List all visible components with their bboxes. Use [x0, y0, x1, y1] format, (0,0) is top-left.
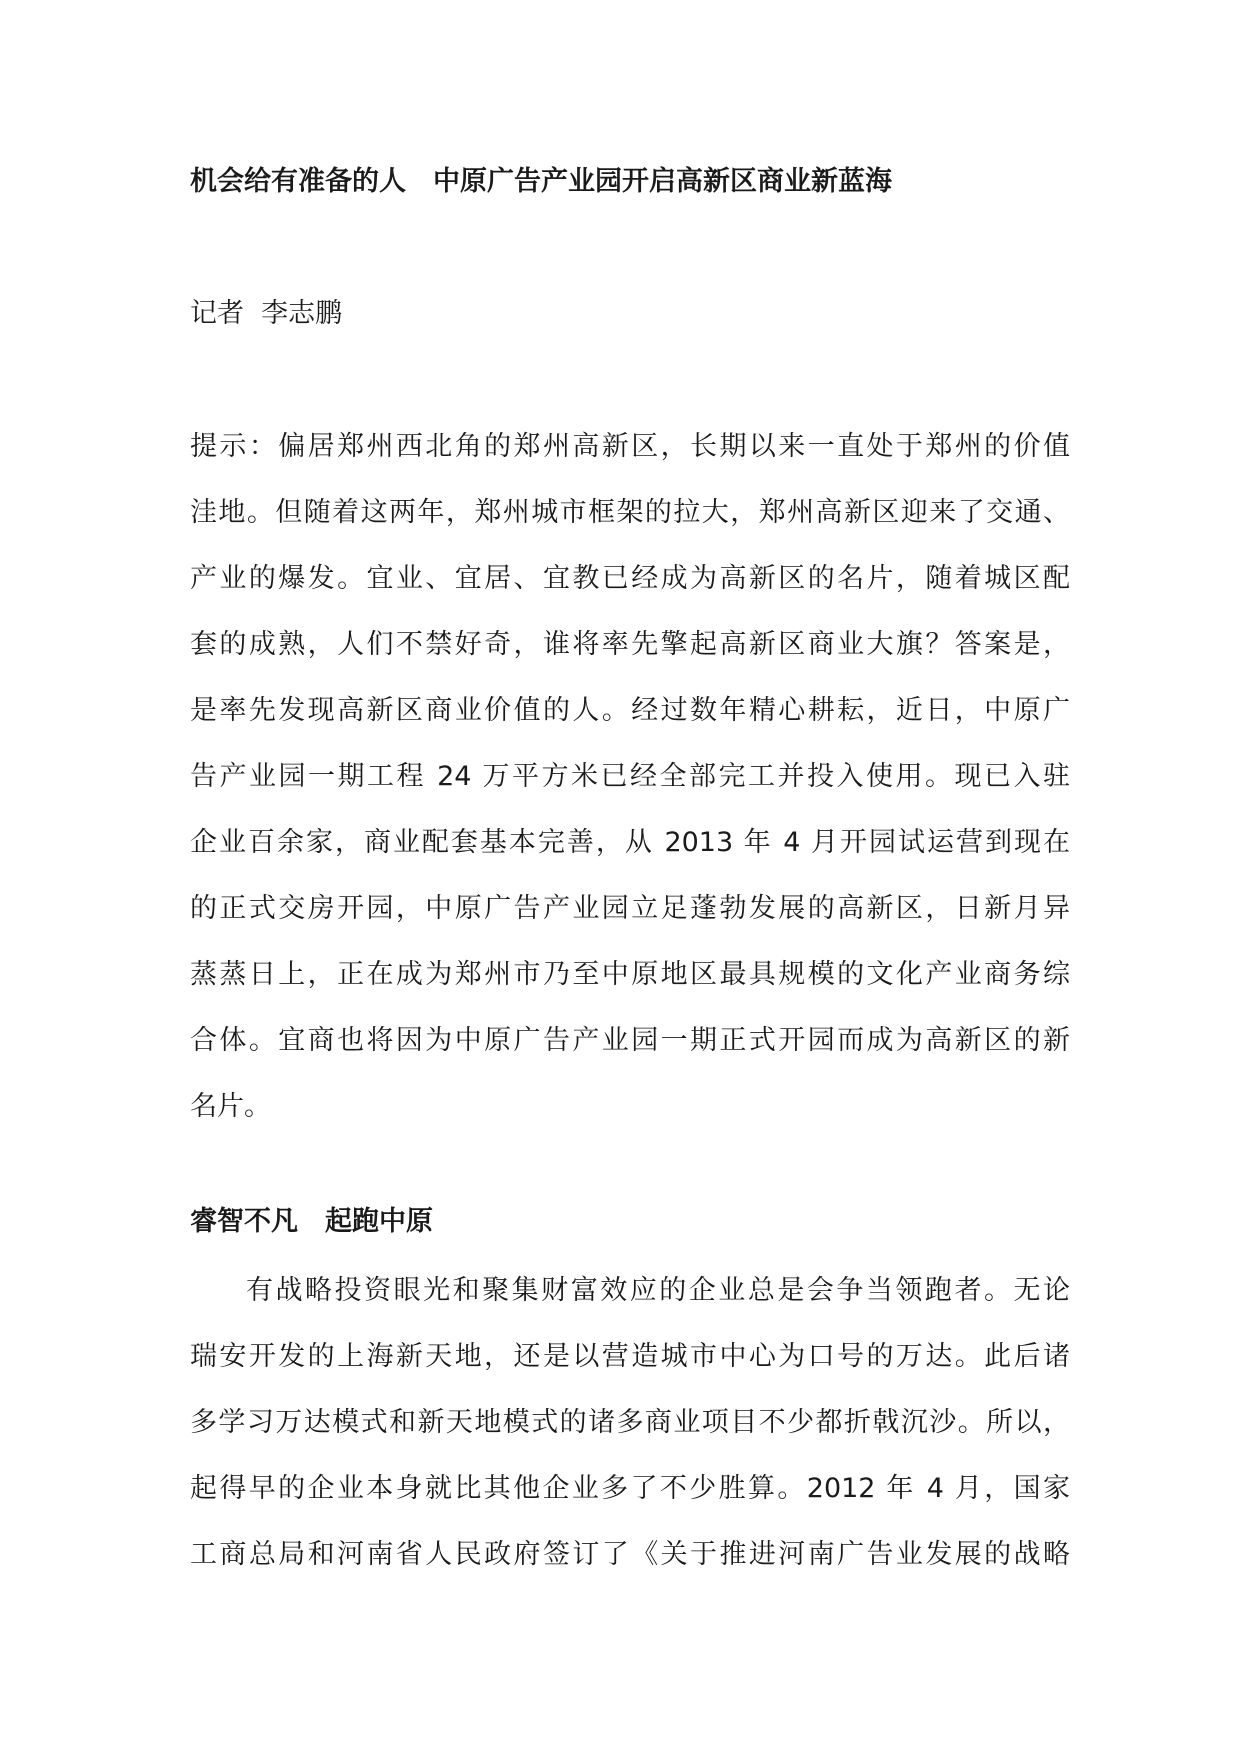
summary-line: 产业的爆发。宜业、宜居、宜教已经成为高新区的名片，随着城区配: [190, 563, 1070, 594]
summary-line: 洼地。但随着这两年，郑州城市框架的拉大，郑州高新区迎来了交通、: [190, 497, 1070, 528]
summary-line: 蒸蒸日上，正在成为郑州市乃至中原地区最具规模的文化产业商务综: [190, 959, 1070, 990]
body-line: 瑞安开发的上海新天地，还是以营造城市中心为口号的万达。此后诸: [190, 1341, 1070, 1372]
article-byline: 记者 李志鹏: [190, 298, 343, 329]
section-heading: 睿智不凡 起跑中原: [190, 1206, 433, 1237]
summary-line: 企业百余家，商业配套基本完善，从 2013 年 4 月开园试运营到现在: [190, 827, 1070, 858]
summary-line: 告产业园一期工程 24 万平方米已经全部完工并投入使用。现已入驻: [190, 761, 1070, 792]
summary-line: 是率先发现高新区商业价值的人。经过数年精心耕耘，近日，中原广: [190, 695, 1070, 726]
body-paragraph: [190, 1258, 1070, 1588]
body-line: 起得早的企业本身就比其他企业多了不少胜算。2012 年 4 月，国家: [190, 1473, 1070, 1504]
body-line: 多学习万达模式和新天地模式的诸多商业项目不少都折戟沉沙。所以，: [190, 1407, 1070, 1438]
body-line: 工商总局和河南省人民政府签订了《关于推进河南广告业发展的战略: [190, 1539, 1070, 1570]
summary-line: 合体。宜商也将因为中原广告产业园一期正式开园而成为高新区的新: [190, 1025, 1070, 1056]
article-title: 机会给有准备的人 中原广告产业园开启高新区商业新蓝海: [190, 166, 892, 197]
summary-line: 名片。: [190, 1091, 271, 1122]
body-line: 有战略投资眼光和聚集财富效应的企业总是会争当领跑者。无论: [246, 1275, 1070, 1306]
summary-line: 提示：偏居郑州西北角的郑州高新区，长期以来一直处于郑州的价值: [190, 431, 1070, 462]
summary-paragraph: [190, 414, 1070, 1140]
summary-line: 套的成熟，人们不禁好奇，谁将率先擎起高新区商业大旗？答案是，: [190, 629, 1070, 660]
summary-line: 的正式交房开园，中原广告产业园立足蓬勃发展的高新区，日新月异: [190, 893, 1070, 924]
